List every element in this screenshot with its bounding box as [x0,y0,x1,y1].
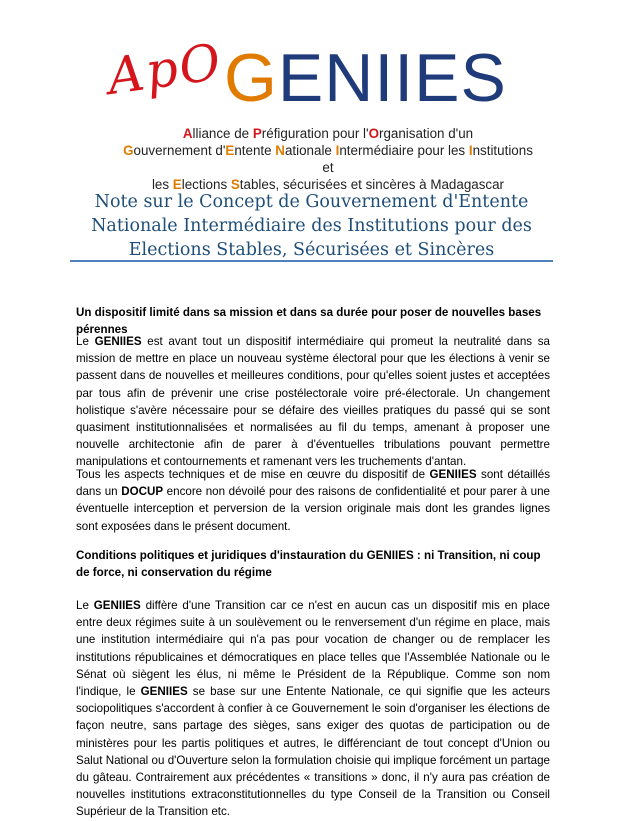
logo-subtitle-text: les [151,177,173,192]
paragraph-text: est avant tout un dispositif intermédiaire qui promeut la neutralité dans sa mission de mettre en place un nouveau système électoral pour que les élections à venir se passent dans de nouvelles et meilleures conditions, pour qu'elles soient justes et acceptées par tous afin de prévenir une crise postélectorale voire pré-électorale. Un changement holistique s'avère nécessaire pour se défaire des vieilles pratiques du passé qui se sont quasiment institutionnalisées et normalisées au fil du temps, amenant à proposer une nouvelle architectonie afin de parer à d'éventuelles tribulations pouvant permettre manipulations et contournements et ramenant vers les truchements d'antan. [76,335,550,469]
paragraph-text: sont détaillés dans un [76,468,550,499]
logo-subtitle-initial: E [225,143,235,158]
logo-subtitle-text: lliance de [192,126,253,141]
paragraph-1 [76,333,550,471]
logo-subtitle-line [118,125,538,142]
paragraph-3 [76,597,550,821]
logo-subtitle-text: rganisation d'un [378,126,474,141]
paragraph-text: Le [76,599,94,612]
logo-subtitle-initial: I [335,143,340,158]
section1-heading: Un dispositif limité dans sa mission et dans sa durée pour poser de nouvelles bases pérennes [76,306,542,336]
geniies-logo [103,32,532,136]
logo-subtitle-text: nstitutions et [322,143,533,175]
logo-subtitle-initial: I [468,143,473,158]
logo-subtitle-initial: E [172,177,182,192]
paragraph-text: Tous les aspects techniques et de mise en œuvre du dispositif de [76,468,430,481]
paragraph-text: encore non dévoilé pour des raisons de confidentialité et pour parer à une éventuelle interception et perversion de la version originale mais dont les grandes lignes sont exposées dans le présent document. [76,485,551,533]
page-title: Note sur le Concept de Gouvernement d'Entente Nationale Intermédiaire des Institutions pour des Elections Stables, Sécurisées et Sincères [91,192,532,260]
paragraph-text: diffère d'une Transition car ce n'est en aucun cas un dispositif mis en place entre deux régimes suite à un soulèvement ou le renversement d'un régime en place, mais une institution intermédiaire qui n'a pas pour vocation de changer ou de remplacer les institutions républicaines et démocratiques en place telles que l'Assemblée Nationale ou le Sénat où siègent les élus, ni même le Président de la République. Comme son nom l'indique, le [76,599,551,699]
bold-term: GENIIES [93,599,141,612]
logo-subtitle-initial: N [275,143,285,158]
bold-term: GENIIES [94,335,142,348]
logo-subtitle-text: ntente [234,143,276,158]
logo-subtitle [118,125,538,193]
logo-subtitle-initial: S [230,177,240,192]
bold-term: GENIIES [429,468,477,481]
logo-g-letter: G [224,40,278,116]
logo-subtitle-initial: G [123,143,134,158]
section2-heading: Conditions politiques et juridiques d'instauration du GENIIES : ni Transition, ni coup de force, ni conservation du régime [76,549,541,579]
logo-subtitle-initial: P [252,126,262,141]
logo-subtitle-initial: O [368,126,379,141]
logo-subtitle-initial: A [182,126,193,141]
logo-subtitle-line [118,142,538,176]
paragraph-2 [76,466,550,535]
paragraph-text: se base sur une Entente Nationale, ce qui signifie que les acteurs sociopolitiques s'accordent à confier à ce Gouvernement le soin d'organiser les élections de façon neutre, sans partage des sièges, sans exiger des quotas de participation ou de ministères pour les partis politiques et autres, le différenciant de tout concept d'Union ou Salut National ou d'Ouverture selon la formulation choisie qui implique forcément un partage du gâteau. Contrairement aux précédentes « transitions » donc, il n'y aura pas création de nouvelles institutions extraconstitutionnelles du type Conseil de la Transition ou Conseil Supérieur de la Transition etc. [76,685,550,819]
bold-term: DOCUP [121,485,164,499]
logo-subtitle-text: ouvernement d' [133,143,226,158]
paragraph-text: Le [76,335,95,348]
logo-subtitle-text: ationale [284,143,336,158]
logo-subtitle-text: tables, sécurisées et sincères à Madagascar [239,177,505,192]
bold-term: GENIIES [140,685,188,699]
logo-name-rest: ENIIES [277,40,507,116]
logo-subtitle-text: réfiguration pour l' [261,126,369,141]
logo-subtitle-text: lections [181,177,231,192]
title-divider [70,260,553,262]
logo-apo-text: ApO [103,32,226,106]
logo-geniies-text [224,40,507,116]
logo-subtitle-text: ntermédiaire pour les [339,143,469,158]
